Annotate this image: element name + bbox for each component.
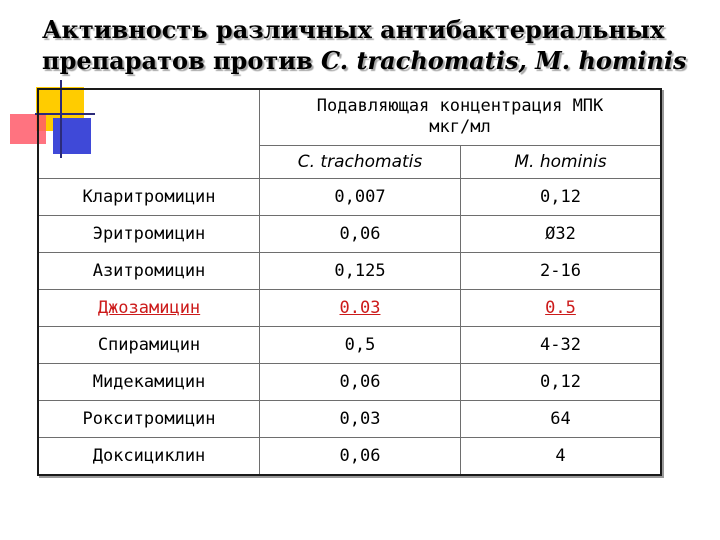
drug-name-cell-text: Рокситромицин xyxy=(82,408,216,429)
drug-name-cell-text: Эритромицин xyxy=(92,223,206,244)
drug-name-cell xyxy=(38,437,260,475)
mh-value-cell-text: 32 xyxy=(555,223,576,244)
column-header-mh: M. hominis xyxy=(461,145,662,178)
group-header-line-1: Подавляющая концентрация МПК xyxy=(316,96,604,117)
drug-name-cell xyxy=(38,400,260,437)
ct-value-cell xyxy=(260,437,461,475)
group-header-line-2: мкг/мл xyxy=(429,117,491,138)
mh-value-cell xyxy=(461,289,662,326)
mh-value-cell xyxy=(461,326,662,363)
mh-value-cell-text: 2-16 xyxy=(540,260,581,281)
mh-value-cell xyxy=(461,437,662,475)
mh-value-cell xyxy=(461,215,662,252)
mh-value-cell xyxy=(461,363,662,400)
table-corner-cell xyxy=(38,89,260,178)
drug-name-cell xyxy=(38,326,260,363)
title-line-2-prefix: препаратов против xyxy=(42,46,322,75)
mh-value-cell-text: 0,12 xyxy=(540,371,581,392)
ct-value-cell-text: 0,06 xyxy=(339,445,381,466)
title-line-1: Активность различных антибактериальных xyxy=(42,15,665,44)
ct-value-cell xyxy=(260,289,461,326)
mic-table xyxy=(37,88,662,476)
table-row xyxy=(38,252,661,289)
drug-name-cell xyxy=(38,178,260,215)
column-header-ct: C. trachomatis xyxy=(260,145,461,178)
ct-value-cell xyxy=(260,252,461,289)
ct-value-cell-text: 0,125 xyxy=(334,260,386,281)
ct-value-cell xyxy=(260,400,461,437)
table-row xyxy=(38,178,661,215)
ct-value-cell xyxy=(260,215,461,252)
mh-value-cell-text: 0.5 xyxy=(545,297,576,318)
mh-value-cell xyxy=(461,252,662,289)
ct-value-cell-text: 0,5 xyxy=(344,334,376,355)
drug-name-cell-text: Азитромицин xyxy=(92,260,206,281)
drug-name-cell xyxy=(38,363,260,400)
slide-title xyxy=(42,14,712,76)
ct-value-cell xyxy=(260,326,461,363)
drug-name-cell xyxy=(38,215,260,252)
drug-name-cell-text: Доксициклин xyxy=(92,445,206,466)
table-row xyxy=(38,289,661,326)
mh-value-cell xyxy=(461,178,662,215)
table-row xyxy=(38,363,661,400)
ct-value-cell-text: 0,03 xyxy=(339,408,381,429)
table-header-row xyxy=(38,89,661,145)
arrow-bullet-icon: Ø xyxy=(545,223,556,244)
table-row xyxy=(38,215,661,252)
mh-value-cell-text: 4 xyxy=(555,445,566,466)
table-row xyxy=(38,437,661,475)
ct-value-cell-text: 0,007 xyxy=(334,186,386,207)
title-line-2-italic: C. trachomatis, M. hominis xyxy=(321,46,687,75)
group-header-cell xyxy=(260,89,662,145)
table-row xyxy=(38,400,661,437)
mh-value-cell-text: 4-32 xyxy=(540,334,581,355)
ct-value-cell-text: 0,06 xyxy=(339,223,381,244)
drug-name-cell xyxy=(38,289,260,326)
ct-value-cell xyxy=(260,178,461,215)
drug-name-cell xyxy=(38,252,260,289)
drug-name-cell-text: Мидекамицин xyxy=(92,371,206,392)
drug-name-cell-text: Спирамицин xyxy=(97,334,201,355)
table-row xyxy=(38,326,661,363)
table-body xyxy=(38,178,661,475)
ct-value-cell-text: 0.03 xyxy=(339,297,381,318)
drug-name-cell-text: Джозамицин xyxy=(97,297,201,318)
mh-value-cell xyxy=(461,400,662,437)
mh-value-cell-text: 64 xyxy=(550,408,571,429)
drug-name-cell-text: Кларитромицин xyxy=(82,186,216,207)
mh-value-cell-text: 0,12 xyxy=(540,186,581,207)
ct-value-cell xyxy=(260,363,461,400)
ct-value-cell-text: 0,06 xyxy=(339,371,381,392)
